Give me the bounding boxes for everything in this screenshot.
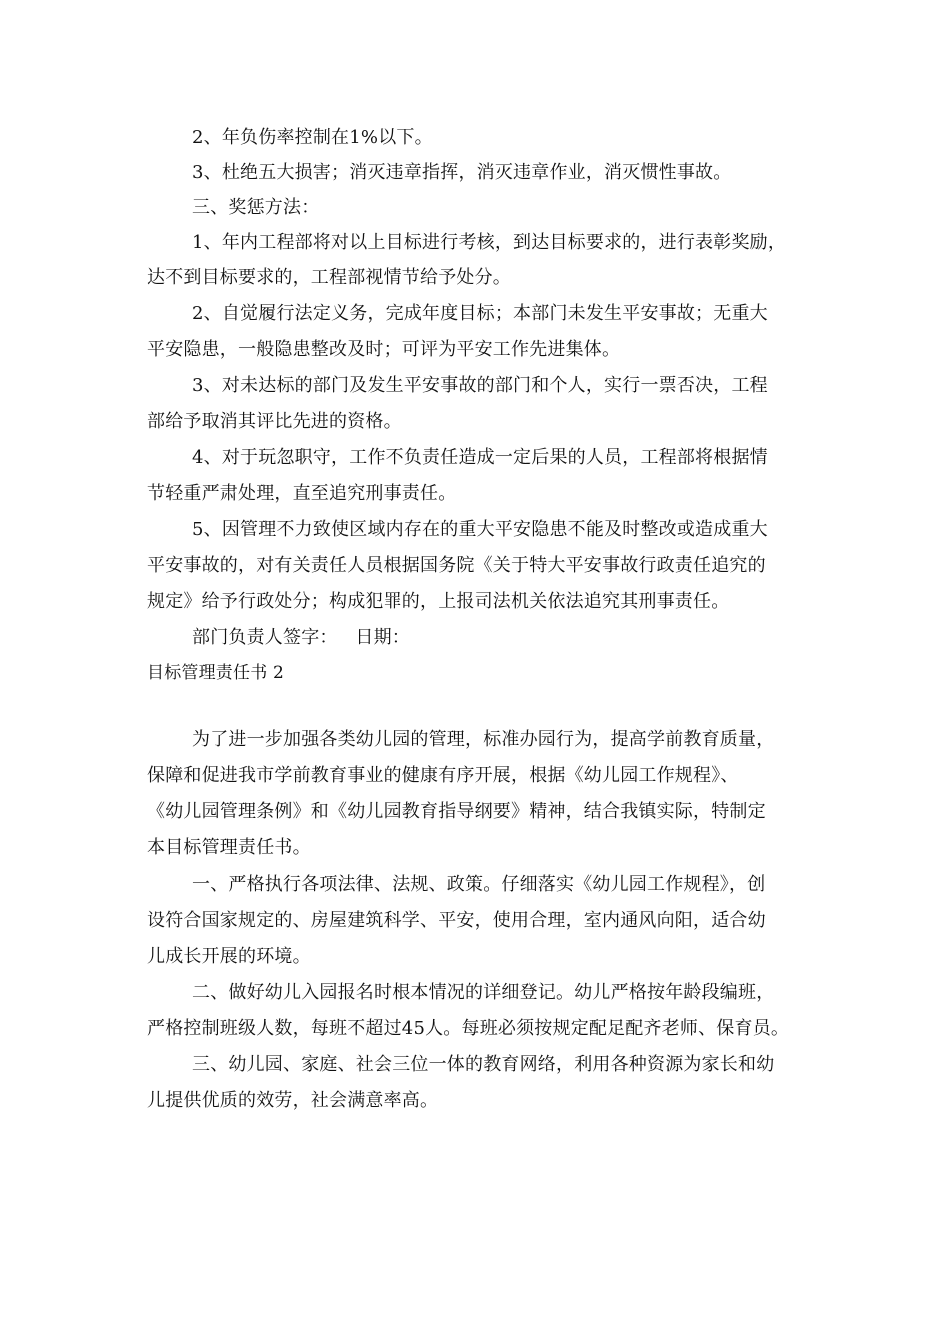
paragraph-line: 保障和促进我市学前教育事业的健康有序开展，根据《幼儿园工作规程》、 bbox=[147, 765, 739, 786]
signature-line: 部门负责人签字： 日期： bbox=[192, 627, 410, 648]
paragraph-line: 为了进一步加强各类幼儿园的管理，标准办园行为，提高学前教育质量， bbox=[192, 729, 775, 750]
paragraph-line: 规定》给予行政处分；构成犯罪的，上报司法机关依法追究其刑事责任。 bbox=[147, 591, 730, 612]
paragraph-line: 4、对于玩忽职守，工作不负责任造成一定后果的人员，工程部将根据情 bbox=[192, 447, 768, 468]
paragraph-line: 3、杜绝五大损害；消灭违章指挥，消灭违章作业，消灭惯性事故。 bbox=[192, 162, 732, 183]
paragraph-line: 三、幼儿园、家庭、社会三位一体的教育网络，利用各种资源为家长和幼 bbox=[192, 1054, 775, 1075]
section-title: 目标管理责任书 2 bbox=[147, 663, 285, 683]
paragraph-line: 5、因管理不力致使区域内存在的重大平安隐患不能及时整改或造成重大 bbox=[192, 519, 768, 540]
paragraph-line: 严格控制班级人数，每班不超过45人。每班必须按规定配足配齐老师、保育员。 bbox=[147, 1018, 790, 1039]
paragraph-line: 儿成长开展的环境。 bbox=[147, 946, 311, 967]
paragraph-line: 儿提供优质的效劳，社会满意率高。 bbox=[147, 1090, 439, 1111]
paragraph-line: 一、严格执行各项法律、法规、政策。仔细落实《幼儿园工作规程》，创 bbox=[192, 874, 766, 895]
section-heading: 三、奖惩方法： bbox=[192, 197, 320, 218]
paragraph-line: 节轻重严肃处理，直至追究刑事责任。 bbox=[147, 483, 457, 504]
paragraph-line: 1、年内工程部将对以上目标进行考核，到达目标要求的，进行表彰奖励， bbox=[192, 232, 787, 253]
paragraph-line: 《幼儿园管理条例》和《幼儿园教育指导纲要》精神，结合我镇实际，特制定 bbox=[147, 801, 766, 822]
paragraph-line: 2、自觉履行法定义务，完成年度目标；本部门未发生平安事故；无重大 bbox=[192, 303, 768, 324]
paragraph-line: 3、对未达标的部门及发生平安事故的部门和个人，实行一票否决，工程 bbox=[192, 375, 768, 396]
paragraph-line: 二、做好幼儿入园报名时根本情况的详细登记。幼儿严格按年龄段编班， bbox=[192, 982, 775, 1003]
paragraph-line: 平安事故的，对有关责任人员根据国务院《关于特大平安事故行政责任追究的 bbox=[147, 555, 766, 576]
paragraph-line: 平安隐患，一般隐患整改及时；可评为平安工作先进集体。 bbox=[147, 339, 621, 360]
paragraph-line: 设符合国家规定的、房屋建筑科学、平安，使用合理，室内通风向阳，适合幼 bbox=[147, 910, 766, 931]
paragraph-line: 部给予取消其评比先进的资格。 bbox=[147, 411, 402, 432]
paragraph-line: 达不到目标要求的，工程部视情节给予处分。 bbox=[147, 267, 511, 288]
paragraph-line: 本目标管理责任书。 bbox=[147, 837, 311, 858]
paragraph-line: 2、年负伤率控制在1%以下。 bbox=[192, 127, 433, 148]
